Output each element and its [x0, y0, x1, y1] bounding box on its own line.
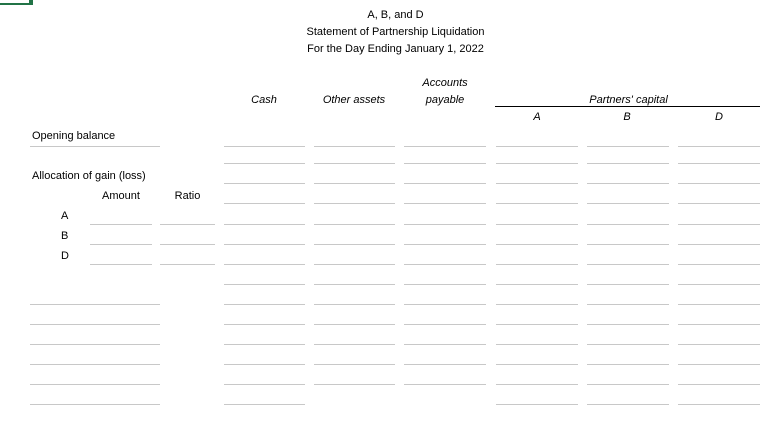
entry-line-pb-3[interactable]: [587, 183, 669, 184]
column-header-partner-a: A: [533, 111, 541, 123]
entry-line-ap-10[interactable]: [404, 324, 486, 325]
entry-line-pd-2[interactable]: [678, 163, 760, 164]
entry-line-pd-1[interactable]: [678, 146, 760, 147]
entry-line-other-8[interactable]: [314, 284, 395, 285]
entry-line-ap-13[interactable]: [404, 384, 486, 385]
entry-line-left-13[interactable]: [30, 384, 160, 385]
entry-line-cash-12[interactable]: [224, 364, 305, 365]
entry-line-pd-3[interactable]: [678, 183, 760, 184]
entry-line-cash-11[interactable]: [224, 344, 305, 345]
statement-title: A, B, and D: [367, 9, 424, 21]
entry-line-other-1[interactable]: [314, 146, 395, 147]
row-label-allocation: Allocation of gain (loss): [32, 170, 146, 182]
entry-line-cash-3[interactable]: [224, 183, 305, 184]
entry-line-cash-4[interactable]: [224, 203, 305, 204]
partner-row-label-d: D: [61, 250, 69, 262]
entry-line-pb-5[interactable]: [587, 224, 669, 225]
entry-line-amt-6[interactable]: [90, 244, 152, 245]
partner-row-label-b: B: [61, 230, 69, 242]
entry-line-pb-10[interactable]: [587, 324, 669, 325]
entry-line-cash-13[interactable]: [224, 384, 305, 385]
entry-line-pd-10[interactable]: [678, 324, 760, 325]
entry-line-left-1[interactable]: [30, 146, 160, 147]
entry-line-pb-9[interactable]: [587, 304, 669, 305]
entry-line-pa-9[interactable]: [496, 304, 578, 305]
entry-line-pa-7[interactable]: [496, 264, 578, 265]
column-header-other-assets: Other assets: [322, 94, 386, 106]
entry-line-cash-9[interactable]: [224, 304, 305, 305]
entry-line-cash-14[interactable]: [224, 404, 305, 405]
column-header-partner-d: D: [715, 111, 723, 123]
entry-line-left-10[interactable]: [30, 324, 160, 325]
row-label-opening-balance: Opening balance: [32, 130, 116, 142]
entry-line-pa-13[interactable]: [496, 384, 578, 385]
entry-line-pd-4[interactable]: [678, 203, 760, 204]
entry-line-ratio-7[interactable]: [160, 264, 215, 265]
entry-line-cash-6[interactable]: [224, 244, 305, 245]
entry-line-ap-8[interactable]: [404, 284, 486, 285]
entry-line-ap-9[interactable]: [404, 304, 486, 305]
column-header-cash: Cash: [251, 94, 277, 106]
entry-line-pb-8[interactable]: [587, 284, 669, 285]
entry-line-pd-6[interactable]: [678, 244, 760, 245]
entry-line-amt-5[interactable]: [90, 224, 152, 225]
entry-line-ratio-5[interactable]: [160, 224, 215, 225]
entry-line-pa-2[interactable]: [496, 163, 578, 164]
entry-line-pa-11[interactable]: [496, 344, 578, 345]
entry-line-ap-2[interactable]: [404, 163, 486, 164]
column-header-payable: payable: [425, 94, 465, 106]
entry-line-amt-7[interactable]: [90, 264, 152, 265]
entry-line-ap-4[interactable]: [404, 203, 486, 204]
entry-line-pa-8[interactable]: [496, 284, 578, 285]
entry-line-pa-14[interactable]: [496, 404, 578, 405]
entry-line-other-13[interactable]: [314, 384, 395, 385]
entry-line-other-4[interactable]: [314, 203, 395, 204]
entry-line-left-12[interactable]: [30, 364, 160, 365]
entry-line-pa-12[interactable]: [496, 364, 578, 365]
entry-line-pd-11[interactable]: [678, 344, 760, 345]
entry-line-pb-7[interactable]: [587, 264, 669, 265]
entry-line-pa-4[interactable]: [496, 203, 578, 204]
entry-line-ap-1[interactable]: [404, 146, 486, 147]
entry-line-left-9[interactable]: [30, 304, 160, 305]
partners-capital-rule: [495, 106, 760, 107]
entry-line-pb-11[interactable]: [587, 344, 669, 345]
partner-row-label-a: A: [61, 210, 69, 222]
entry-line-ap-7[interactable]: [404, 264, 486, 265]
entry-line-other-11[interactable]: [314, 344, 395, 345]
entry-line-ap-3[interactable]: [404, 183, 486, 184]
column-header-accounts: Accounts: [422, 77, 468, 89]
entry-line-cash-8[interactable]: [224, 284, 305, 285]
entry-line-left-14[interactable]: [30, 404, 160, 405]
entry-line-other-9[interactable]: [314, 304, 395, 305]
entry-line-pd-13[interactable]: [678, 384, 760, 385]
column-header-partner-b: B: [623, 111, 631, 123]
entry-line-pb-4[interactable]: [587, 203, 669, 204]
entry-line-pb-14[interactable]: [587, 404, 669, 405]
entry-line-other-5[interactable]: [314, 224, 395, 225]
entry-line-other-12[interactable]: [314, 364, 395, 365]
entry-line-cash-7[interactable]: [224, 264, 305, 265]
entry-line-pb-2[interactable]: [587, 163, 669, 164]
entry-line-pd-7[interactable]: [678, 264, 760, 265]
entry-line-pd-5[interactable]: [678, 224, 760, 225]
entry-line-cash-5[interactable]: [224, 224, 305, 225]
entry-line-ap-6[interactable]: [404, 244, 486, 245]
entry-line-ap-11[interactable]: [404, 344, 486, 345]
cell-selection-indicator: [0, 0, 30, 5]
entry-line-cash-10[interactable]: [224, 324, 305, 325]
entry-line-other-2[interactable]: [314, 163, 395, 164]
entry-line-pa-5[interactable]: [496, 224, 578, 225]
entry-line-pb-1[interactable]: [587, 146, 669, 147]
statement-subtitle: Statement of Partnership Liquidation: [306, 26, 485, 38]
column-header-partners-capital: Partners' capital: [589, 94, 668, 106]
entry-line-other-10[interactable]: [314, 324, 395, 325]
entry-line-pa-10[interactable]: [496, 324, 578, 325]
sub-header-amount: Amount: [102, 190, 140, 202]
fill-handle[interactable]: [29, 0, 33, 5]
entry-line-pb-12[interactable]: [587, 364, 669, 365]
entry-line-left-11[interactable]: [30, 344, 160, 345]
entry-line-pa-6[interactable]: [496, 244, 578, 245]
entry-line-pd-12[interactable]: [678, 364, 760, 365]
entry-line-other-7[interactable]: [314, 264, 395, 265]
entry-line-ap-5[interactable]: [404, 224, 486, 225]
entry-line-other-6[interactable]: [314, 244, 395, 245]
entry-line-other-3[interactable]: [314, 183, 395, 184]
entry-line-cash-2[interactable]: [224, 163, 305, 164]
entry-line-pa-3[interactable]: [496, 183, 578, 184]
sub-header-ratio: Ratio: [174, 190, 201, 202]
entry-line-cash-1[interactable]: [224, 146, 305, 147]
statement-date: For the Day Ending January 1, 2022: [307, 43, 484, 55]
entry-line-pb-6[interactable]: [587, 244, 669, 245]
entry-line-pd-8[interactable]: [678, 284, 760, 285]
entry-line-ratio-6[interactable]: [160, 244, 215, 245]
entry-line-pb-13[interactable]: [587, 384, 669, 385]
entry-line-pd-9[interactable]: [678, 304, 760, 305]
entry-line-pa-1[interactable]: [496, 146, 578, 147]
entry-line-pd-14[interactable]: [678, 404, 760, 405]
entry-line-ap-12[interactable]: [404, 364, 486, 365]
